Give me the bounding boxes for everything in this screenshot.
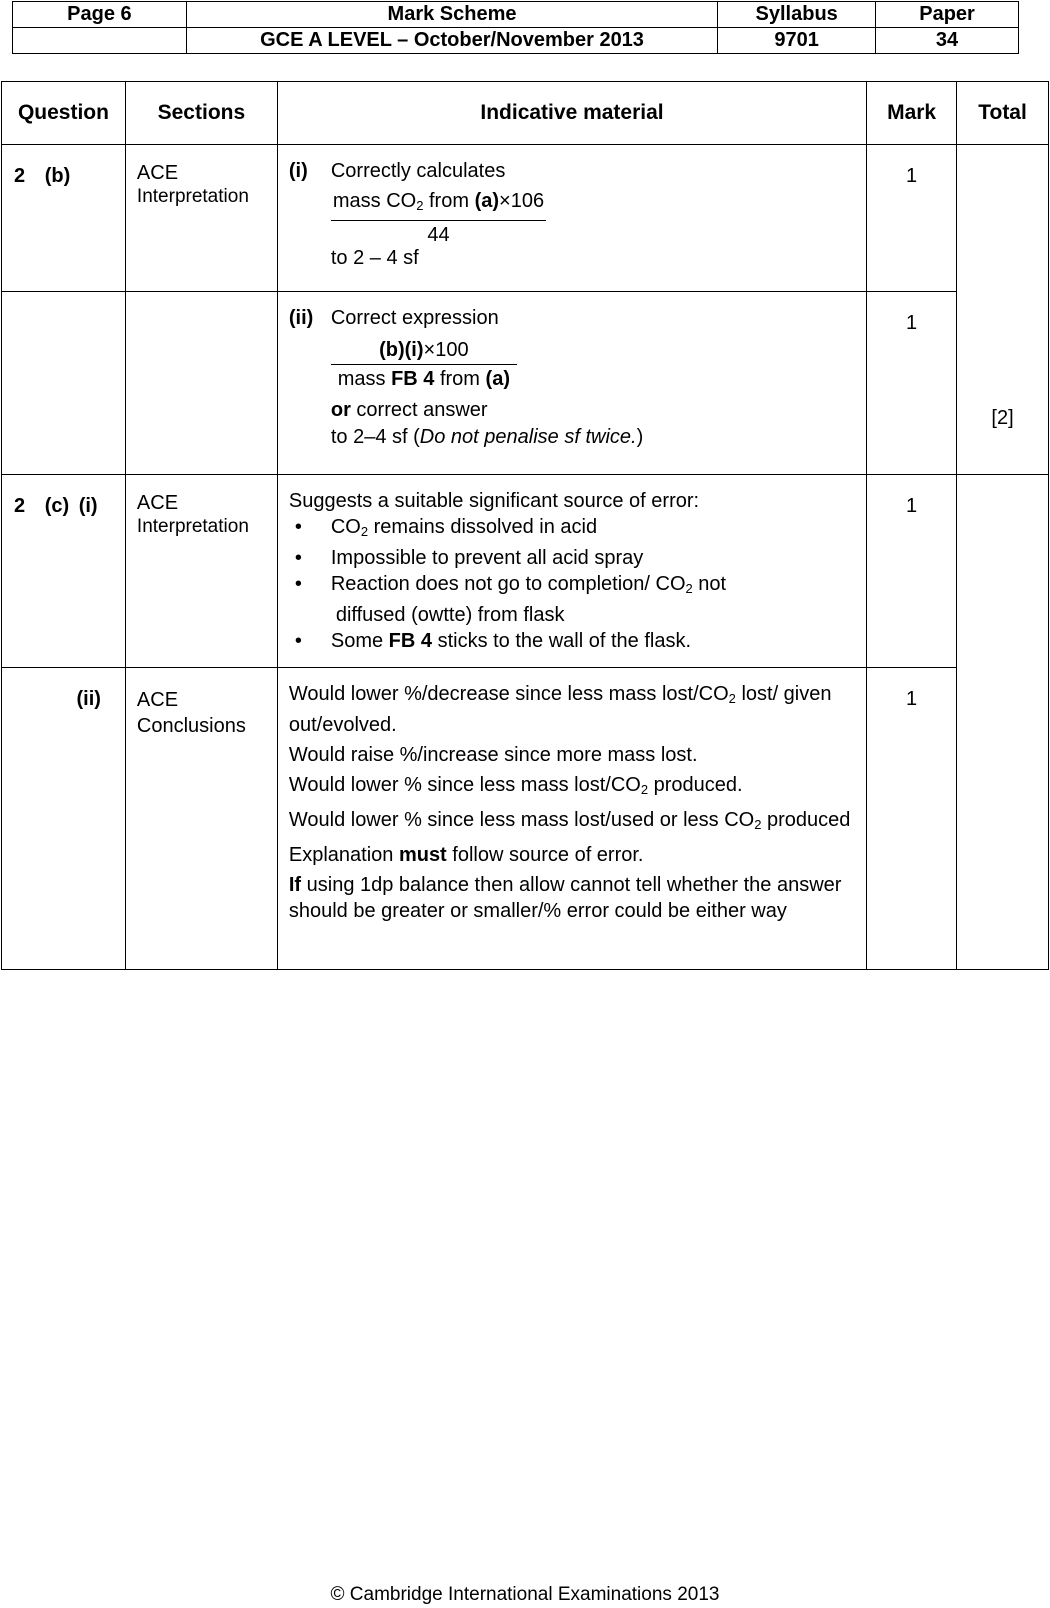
text-run: Would lower %/decrease since less mass lost/CO: [288, 683, 729, 705]
table-row: [2, 475, 1049, 668]
indicative-cell: [277, 292, 866, 475]
text-run: mass: [337, 368, 392, 390]
text-run: correct answer: [350, 399, 488, 421]
bold-run: or: [330, 399, 351, 421]
section-sub: Conclusions: [136, 715, 246, 737]
fraction: [331, 187, 546, 249]
header-empty-cell: [13, 28, 187, 54]
text-run: from: [423, 190, 475, 212]
bullet-icon: •: [294, 630, 302, 652]
text-run: CO: [330, 516, 361, 538]
col-indicative: Indicative material: [277, 82, 866, 145]
bold-run: (a): [485, 368, 510, 390]
bold-run: (b)(i): [379, 339, 424, 361]
text-run: remains dissolved in acid: [368, 516, 598, 538]
text-run: ×106: [499, 190, 545, 212]
mark-cell: 1: [867, 475, 957, 668]
total-empty-cell: [957, 475, 1049, 970]
bold-run: FB 4: [388, 630, 433, 652]
text-run: Impossible to prevent all acid spray: [330, 547, 644, 569]
italic-run: Do not penalise sf twice.: [419, 426, 637, 448]
subscript: 2: [754, 817, 762, 832]
subscript: 2: [685, 581, 693, 596]
subscript: 2: [360, 524, 369, 539]
bullet-icon: •: [294, 516, 302, 538]
bold-run: must: [398, 844, 447, 866]
text-paragraph: Would raise %/increase since more mass lost.: [288, 744, 698, 766]
question-main: 2: [14, 165, 26, 187]
question-part: (c): [44, 495, 70, 517]
section-name: ACE: [136, 492, 179, 514]
fraction-denominator: 44: [427, 224, 450, 246]
text-run: from: [434, 368, 486, 390]
indicative-cell: [277, 668, 866, 970]
fraction: [331, 336, 517, 393]
list-item: [289, 545, 866, 571]
question-number: [2, 668, 126, 970]
question-number: [2, 475, 126, 668]
text-run: not: [692, 573, 727, 595]
list-item: [289, 628, 866, 654]
total-value: [2]: [991, 407, 1014, 429]
header-row: [13, 2, 1019, 28]
fraction-denominator: [331, 365, 517, 393]
question-main: 2: [14, 495, 26, 517]
table-row: [2, 668, 1049, 970]
sub-label: (ii): [288, 307, 314, 329]
column-header-row: [2, 82, 1049, 145]
text-run: sticks to the wall of the flask.: [432, 630, 692, 652]
mark-cell: 1: [867, 668, 957, 970]
fraction-numerator: [331, 336, 517, 365]
text-run: produced.: [648, 774, 743, 796]
col-sections: Sections: [125, 82, 277, 145]
text-run: Reaction does not go to completion/ CO: [330, 573, 686, 595]
syllabus-code: 9701: [718, 28, 876, 54]
mark-cell: 1: [867, 292, 957, 475]
text-run: Would lower % since less mass lost/CO: [288, 774, 641, 796]
text-line: to 2 – 4 sf: [330, 247, 419, 269]
doc-type: Mark Scheme: [186, 2, 717, 28]
paper-number: 34: [876, 28, 1019, 54]
total-cell: [957, 145, 1049, 475]
text-paragraph: [289, 807, 852, 838]
subscript: 2: [728, 691, 736, 706]
question-number: [2, 145, 126, 292]
table-row: [2, 292, 1049, 475]
header-row: [13, 28, 1019, 54]
text-paragraph: [289, 681, 852, 738]
text-run: ): [636, 426, 644, 448]
subscript: 2: [416, 198, 424, 213]
indicative-cell: [277, 145, 866, 292]
bullet-list: [289, 514, 866, 654]
text-paragraph: [289, 842, 852, 868]
sub-label: (i): [288, 160, 308, 182]
text-run: to 2–4 sf (: [330, 426, 420, 448]
syllabus-label: Syllabus: [718, 2, 876, 28]
section-cell: [125, 668, 277, 970]
section-sub: Interpretation: [136, 186, 249, 207]
list-item: [289, 571, 866, 628]
list-item: [289, 514, 866, 545]
fraction-numerator: [331, 187, 546, 221]
bullet-icon: •: [294, 573, 302, 595]
text-run: lost/ given out/evolved.: [288, 683, 832, 736]
bold-run: FB 4: [391, 368, 435, 390]
section-sub: Interpretation: [136, 516, 249, 537]
text-run: mass CO: [332, 190, 417, 212]
bullet-icon: •: [294, 547, 302, 569]
bold-run: (a): [474, 190, 500, 212]
text-run: using 1dp balance then allow cannot tell whether the answer should be greater or smaller/% error could be either way: [288, 874, 842, 922]
text-run: ×100: [423, 339, 469, 361]
text-line: Correct expression: [330, 307, 499, 329]
text-run: Would lower % since less mass lost/used or less CO: [288, 809, 755, 831]
text-paragraph: [289, 772, 852, 803]
text-run: Some: [330, 630, 389, 652]
section-cell: [125, 145, 277, 292]
text-run: diffused (owtte) from flask: [335, 604, 565, 626]
text-line: Suggests a suitable significant source of error:: [288, 490, 700, 512]
text-line: Correctly calculates: [330, 160, 506, 182]
section-empty-cell: [125, 292, 277, 475]
paper-label: Paper: [876, 2, 1019, 28]
col-total: Total: [957, 82, 1049, 145]
question-empty-cell: [2, 292, 126, 475]
section-name: ACE: [136, 162, 179, 184]
mark-scheme-table: [1, 81, 1049, 970]
mark-cell: 1: [867, 145, 957, 292]
subscript: 2: [640, 782, 649, 797]
header-table: [12, 1, 1019, 54]
text-run: follow source of error.: [446, 844, 644, 866]
text-paragraph: [289, 872, 852, 924]
indicative-cell: [277, 475, 866, 668]
question-subpart: (i): [78, 495, 98, 517]
col-mark: Mark: [867, 82, 957, 145]
question-subpart: (ii): [76, 688, 101, 710]
section-name: ACE: [136, 689, 179, 711]
section-cell: [125, 475, 277, 668]
text-run: produced: [761, 809, 851, 831]
page-number: Page 6: [13, 2, 187, 28]
text-run: Explanation: [288, 844, 399, 866]
bold-run: If: [288, 874, 302, 896]
question-part: (b): [44, 165, 71, 187]
exam-title: GCE A LEVEL – October/November 2013: [186, 28, 717, 54]
copyright-footer: © Cambridge International Examinations 2013: [330, 1584, 720, 1605]
table-row: [2, 145, 1049, 292]
col-question: Question: [2, 82, 126, 145]
